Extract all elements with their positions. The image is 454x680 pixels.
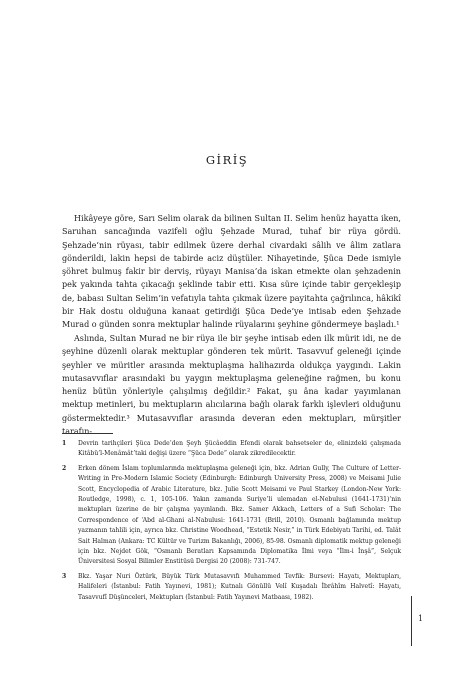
footnotes: [62, 439, 401, 607]
chapter-title: GİRİŞ: [205, 153, 249, 167]
footnote-separator: [62, 433, 113, 434]
footnote-1: [62, 439, 401, 460]
footnote-2: [62, 464, 401, 568]
body-paragraph-2: [62, 332, 401, 438]
footnote-text: Devrin tarihçileri Şüca Dede’den Şeyh Şücâeddin Efendi olarak bahsetseler de, elinizdeki çalışmada Kitâbü’l-Menâmât’taki değişi üzere “Şüca Dede” olarak zikredilecektir.: [78, 440, 401, 458]
paragraph-text: Aslında, Sultan Murad ne bir rüya ile bir şeyhe intisab eden ilk mürit idi, ne de şeyhine düzenli olarak mektuplar gönderen tek mürit. Tasavvuf geleneği içinde şeyhler ve müritler arasında mektuplaşma halihazırda oldukça yaygındı. Lakin mutasavvıflar arasındaki bu yaygın mektuplaşma geleneğine rağmen, bu konu henüz bütün yönleriyle çalışılmış değildir.² Fakat, şu âna kadar yayımlanan mektup metinleri, bu mektupların alıcılarına bağlı olarak farklı işlevleri olduğunu göstermektedir.³ Mutasavvıflar arasında deveran eden mektupları, mürşitler tarafın-: [62, 334, 401, 437]
footnote-number: 3: [62, 572, 67, 580]
page-edge-rule: [411, 596, 412, 646]
footnote-number: 2: [62, 464, 67, 472]
footnote-number: 1: [62, 440, 67, 447]
paragraph-text: Hikâyeye göre, Sarı Selim olarak da bilinen Sultan II. Selim henüz hayatta iken, Saruhan sancağında vazifeli oğlu Şehzade Murad, tuhaf bir rüya gördü. Şehzade’nin rüyası, tabir edilmek üzere derhal civardaki sâlih ve âlim zatlara gönderildi, lakin hepsi de tabirde aciz düştüler. Nihayetinde, Şüca Dede ismiyle şöhret bulmuş fakir bir derviş, rüyayı Manisa’da iskan etmekte olan şehzadenin pek yakında tahta çıkacağı şeklinde tabir etti. Kısa süre içinde tabir gerçekleşip de, babası Sultan Selim’in vefatıyla tahta çıkmak üzere payitahta çağrılınca, hâkikî bir Hak dostu olduğuna kanaat getirdiği Şüca Dede’ye intisab eden Şehzade Murad o günden sonra mektuplar halinde rüyalarını şeyhine göndermeye başladı.¹: [62, 214, 401, 330]
body-paragraph-1: [62, 212, 401, 332]
page-number: 1: [418, 614, 424, 623]
footnote-text: Erken dönem İslam toplumlarında mektuplaşma geleneği için, bkz. Adrian Gully, The Culture of Letter-Writing in Pre-Modern Islamic Society (Edinburgh: Edinburgh University Press, 2008) ve Meisami Julie Scott, Encyclopedia of Arabic Literature, bkz. Julie Scott Meisami ve Paul Starkey (London-New York: Routledge, 1998), c. 1, 105-106. Yakın zamanda Suriye’li ulemadan el-Nebulusi (1641-1731)’nin mektupları üzerine de bir çalışma yayınlandı. Bkz. Samer Akkach, Letters of a Sufi Scholar: The Correspondence of ‘Abd al-Ghani al-Nabulusi: 1641-1731 (Brill, 2010). Osmanlı bağlamında mektup yazmanın tahlili için, ayrıca bkz. Christine Woodhead, “Estetik Nesir,” in Türk Edebiyatı Tarihi, ed. Talât Sait Halman (Ankara: TC Kültür ve Turizm Bakanlığı, 2006), 85-98. Osmanlı diplomatik mektup geleneği için bkz. Nejdet Gök, “Osmanlı Beratları Kapsamında Diplomatika İlmi veya “İlm-i İnşâ”, Selçuk Üniversitesi Sosyal Bilimler Enstitüsü Dergisi 20 (2008): 731-747.: [78, 464, 401, 566]
footnote-3: [62, 572, 401, 603]
footnote-text: Bkz. Yaşar Nuri Öztürk, Büyük Türk Mutasavvıfı Muhammed Tevfik: Bursevi: Hayatı, Mektupları, Halifeleri (İstanbul: Fatih Yayınevi, 1981); Kutnalı Gönüllü Velî Kuşadalı İbrâhîm Halvetî: Hayatı, Tasavvufî Düşünceleri, Mektupları (İstanbul: Fatih Yayınevi Matbaası, 1982).: [78, 572, 401, 601]
